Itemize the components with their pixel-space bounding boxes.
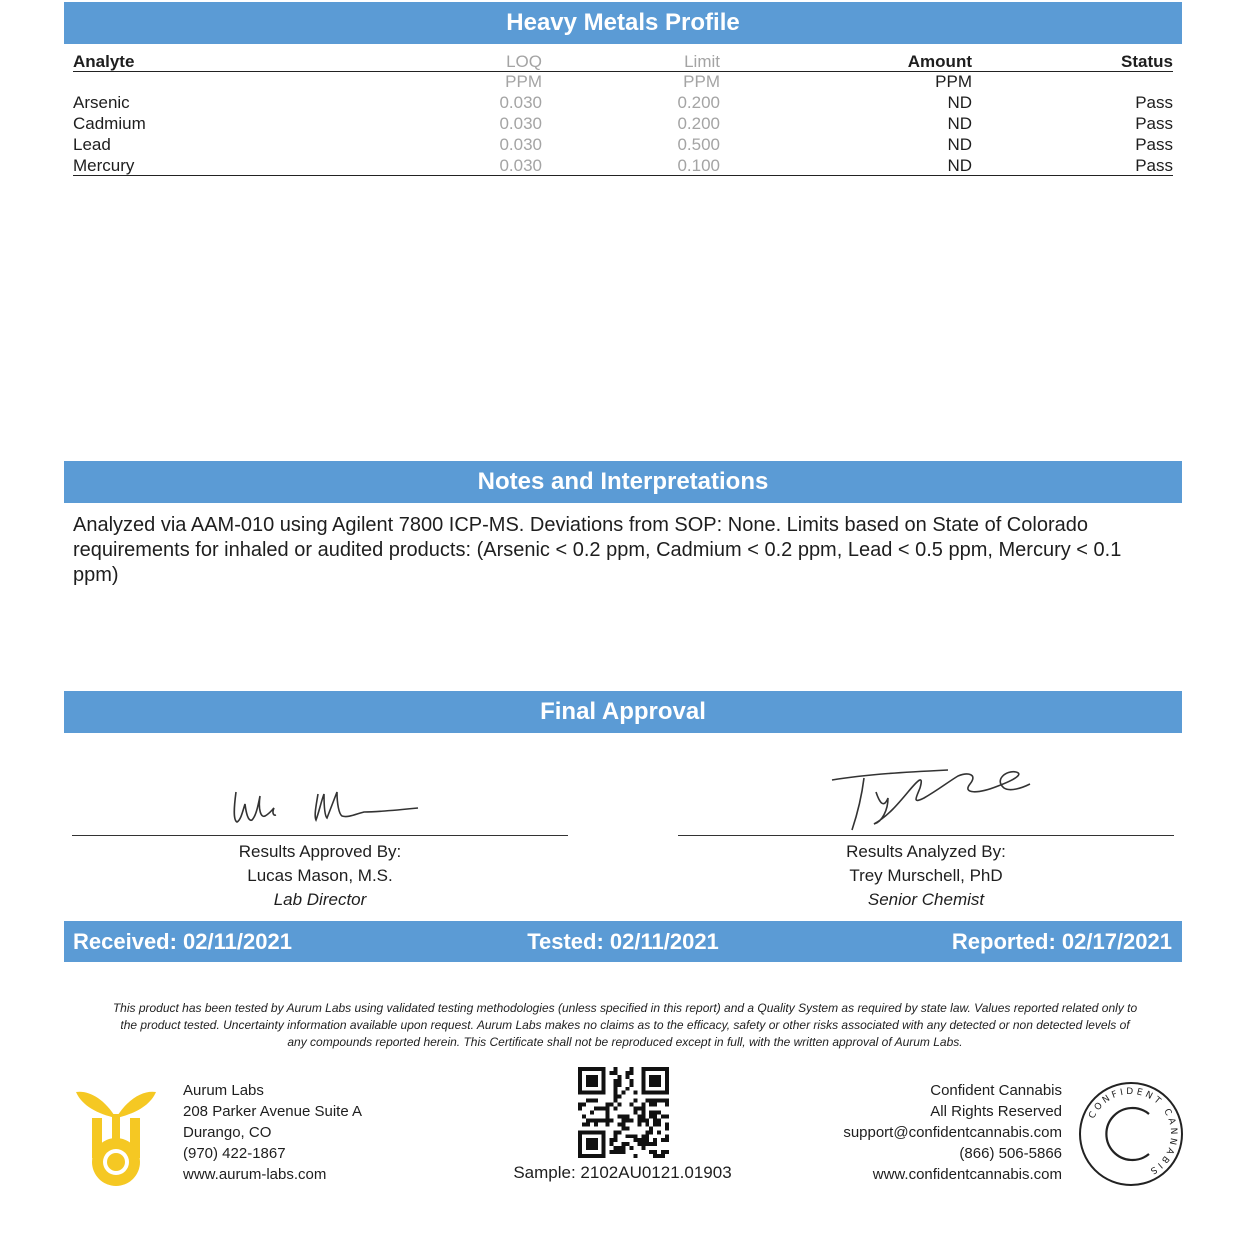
cell-loq: 0.030	[499, 114, 542, 133]
header-analyte: Analyte	[73, 52, 135, 71]
cell-amount: ND	[947, 93, 972, 112]
analyzed-by-label: Results Analyzed By:	[846, 842, 1006, 861]
lab-phone: (970) 422-1867	[183, 1145, 286, 1162]
cell-limit: 0.500	[677, 135, 720, 154]
cc-rights: All Rights Reserved	[930, 1103, 1062, 1120]
cell-amount: ND	[947, 156, 972, 175]
header-amount: Amount	[907, 52, 972, 71]
approver-signature-block	[72, 760, 568, 912]
aurum-labs-logo	[74, 1078, 158, 1188]
cell-amount: ND	[947, 135, 972, 154]
cell-analyte: Lead	[73, 135, 111, 154]
lab-name: Aurum Labs	[183, 1082, 264, 1099]
units-row	[73, 72, 1173, 92]
cell-status: Pass	[1135, 93, 1173, 112]
final-approval-header	[64, 691, 1182, 733]
lab-city: Durango, CO	[183, 1124, 272, 1141]
cell-loq: 0.030	[499, 93, 542, 112]
cc-phone: (866) 506-5866	[959, 1145, 1062, 1162]
analyst-signature-block	[678, 760, 1174, 912]
approved-by-label: Results Approved By:	[238, 842, 402, 861]
analyst-name: Trey Murschell, PhD	[849, 866, 1003, 885]
sample-id: Sample: 2102AU0121.01903	[513, 1163, 732, 1182]
tested-date: Tested: 02/11/2021	[527, 929, 719, 954]
analyst-role: Senior Chemist	[867, 890, 985, 909]
signature-line	[678, 760, 1174, 836]
cell-loq: 0.030	[499, 156, 542, 175]
approver-name: Lucas Mason, M.S.	[247, 866, 393, 885]
header-status: Status	[1121, 52, 1173, 71]
cell-analyte: Cadmium	[73, 114, 146, 133]
header-limit: Limit	[684, 52, 720, 71]
table-header-row	[73, 51, 1173, 72]
approver-signature	[228, 782, 428, 832]
cell-status: Pass	[1135, 114, 1173, 133]
cell-status: Pass	[1135, 156, 1173, 175]
notes-header	[64, 461, 1182, 503]
final-approval-title: Final Approval	[540, 698, 706, 725]
table-row	[73, 92, 1173, 113]
table-row	[73, 113, 1173, 134]
cell-limit: 0.200	[677, 93, 720, 112]
heavy-metals-header	[64, 2, 1182, 44]
disclaimer: This product has been tested by Aurum Labs using validated testing methodologies (unless specified in this report) and a Quality System as required by state law. Values reported related only to the product tested. Uncertainty information available upon request. Aurum Labs makes no claims as to the efficacy, safety or other risks associated with any detected or non detected levels of any compounds reported herein. This Certificate shall not be reproduced except in full, with the written approval of Aurum Labs.	[112, 1001, 1138, 1049]
dates-bar	[64, 921, 1182, 962]
confident-cannabis-seal	[1077, 1080, 1185, 1188]
header-loq: LOQ	[506, 52, 542, 71]
unit-amount: PPM	[935, 72, 972, 91]
cc-email[interactable]: support@confidentcannabis.com	[843, 1124, 1062, 1141]
table-row	[73, 155, 1173, 176]
svg-text:CONFIDENT CANNABIS	[1087, 1087, 1178, 1177]
approver-role: Lab Director	[273, 890, 367, 909]
cell-loq: 0.030	[499, 135, 542, 154]
cell-limit: 0.200	[677, 114, 720, 133]
cc-website[interactable]: www.confidentcannabis.com	[872, 1166, 1062, 1183]
cell-analyte: Mercury	[73, 156, 135, 175]
lab-website[interactable]: www.aurum-labs.com	[183, 1166, 327, 1183]
signature-line	[72, 760, 568, 836]
seal-text: CONFIDENT CANNABIS	[1087, 1086, 1179, 1177]
lab-address	[183, 1080, 362, 1185]
received-date: Received: 02/11/2021	[73, 929, 292, 954]
cc-name: Confident Cannabis	[930, 1082, 1062, 1099]
analyst-signature	[828, 764, 1038, 834]
table-row	[73, 134, 1173, 155]
qr-code[interactable]	[578, 1067, 669, 1158]
notes-text: Analyzed via AAM-010 using Agilent 7800 ICP-MS. Deviations from SOP: None. Limits based on State of Colorado requirements for inhaled or audited products: (Arsenic < 0.2 ppm, Cadmium < 0.2 ppm, Lead < 0.5 ppm, Mercury < 0.1 ppm)	[73, 514, 1122, 586]
reported-date: Reported: 02/17/2021	[951, 929, 1172, 954]
cell-status: Pass	[1135, 135, 1173, 154]
unit-limit: PPM	[683, 72, 720, 91]
heavy-metals-title: Heavy Metals Profile	[506, 9, 740, 36]
notes-title: Notes and Interpretations	[477, 468, 769, 495]
cell-analyte: Arsenic	[73, 93, 130, 112]
cell-limit: 0.100	[677, 156, 720, 175]
lab-street: 208 Parker Avenue Suite A	[183, 1103, 363, 1120]
confident-cannabis-info	[843, 1080, 1062, 1185]
unit-loq: PPM	[505, 72, 542, 91]
cell-amount: ND	[947, 114, 972, 133]
heavy-metals-table	[73, 51, 1173, 176]
